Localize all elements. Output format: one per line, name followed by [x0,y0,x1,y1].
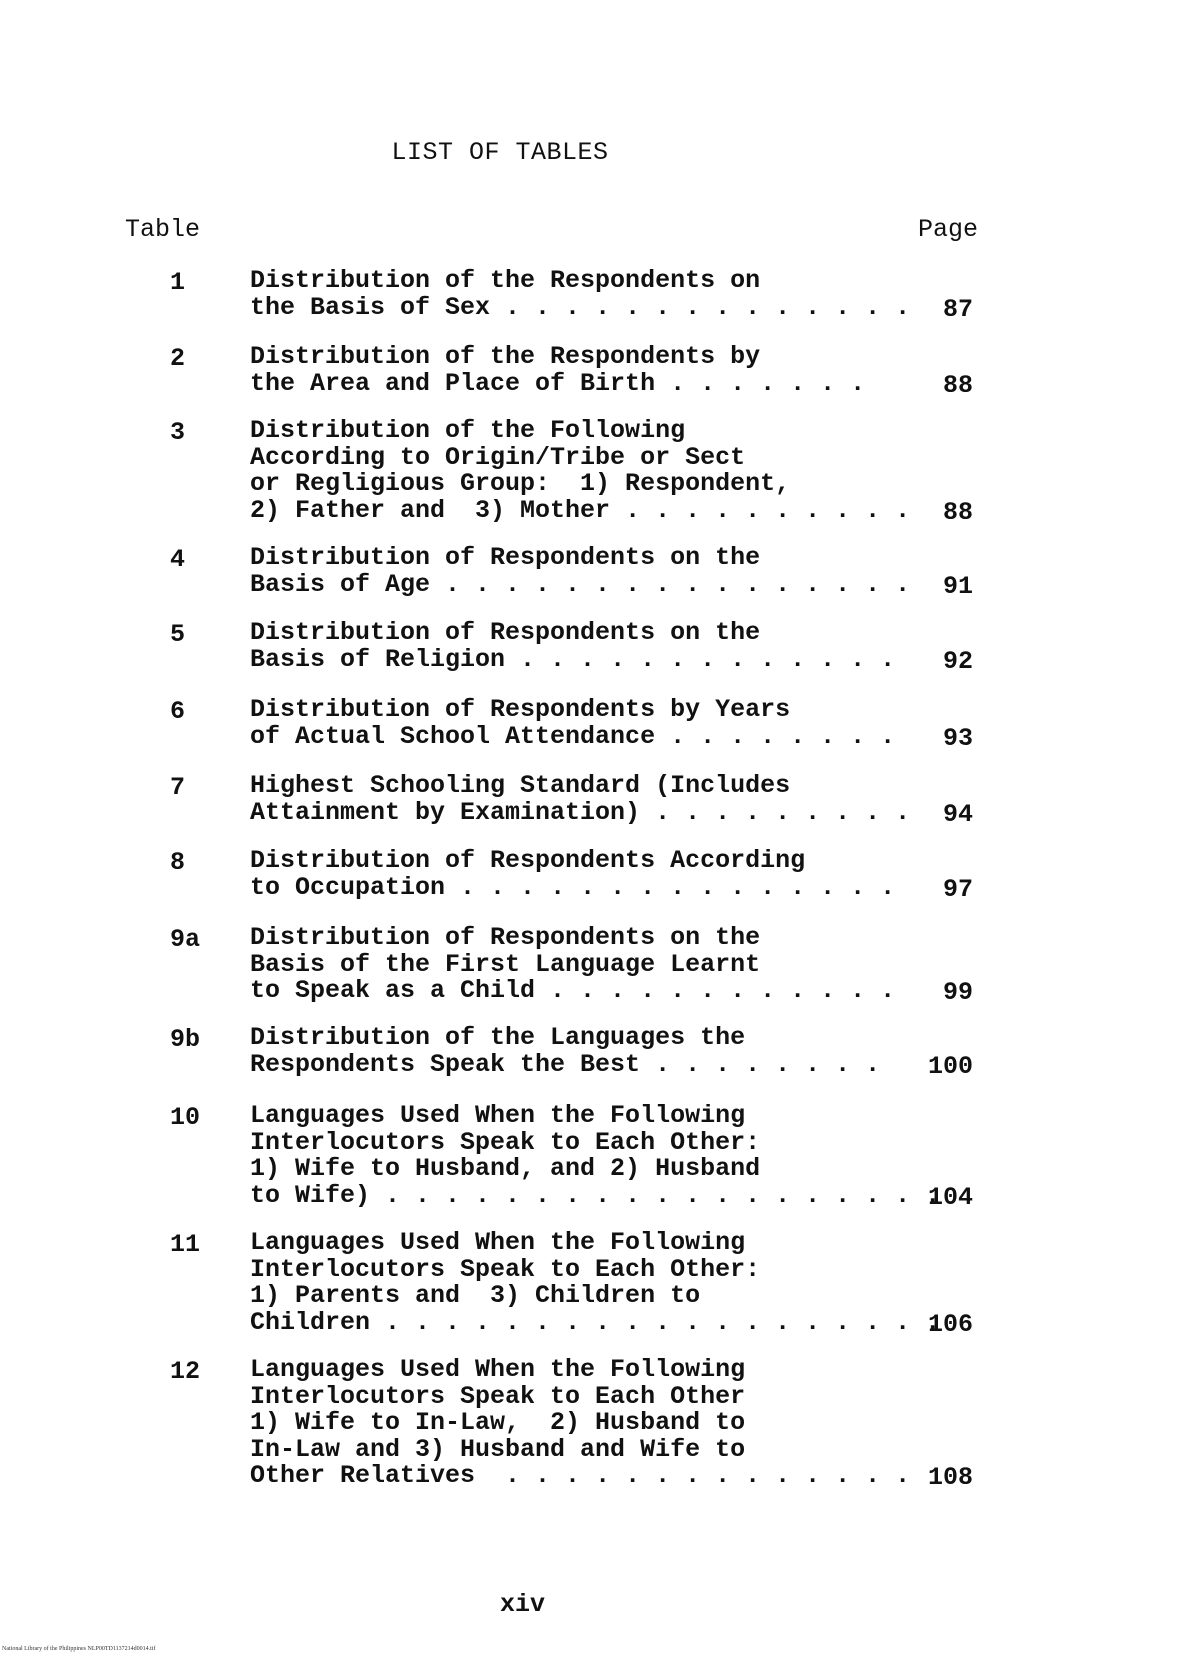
table-title [250,1230,940,1336]
leader-dots: . . . . . . . . . . . . . . . . . . . [370,1180,941,1210]
table-title [250,697,895,750]
table-title-line [250,1254,940,1284]
page-reference: 108 [927,1463,973,1492]
table-number: 9a [170,925,201,954]
table-title-line [250,949,895,979]
table-title [250,773,910,826]
page-reference: 94 [942,799,973,829]
table-title-text: 2) Father and 3) Mother [250,495,611,525]
leader-dots: . . . . . . . . . . [610,495,911,525]
table-title-text: Basis of Age [250,569,431,599]
table-title-text: Basis of Religion [250,644,506,674]
table-title-text: Children [250,1307,371,1337]
table-title [250,545,910,598]
table-title-line [250,471,910,498]
table-title-text: Distribution of the Respondents by [250,342,761,371]
table-title-line [250,848,895,875]
leader-dots: . . . . . . . . . . . . . . . . . . . [370,1307,941,1337]
page-reference: 97 [942,874,973,904]
table-title-line [250,1230,940,1257]
table-title-line [250,721,896,751]
table-number: 6 [170,697,186,726]
table-title-line [250,442,910,472]
table-title-text: the Area and Place of Birth [250,368,656,398]
leader-dots: . . . . . . . . . . . . . [505,644,896,674]
table-title [250,620,895,673]
table-title-text: According to Origin/Tribe or Sect [250,442,746,472]
table-title-line [250,620,895,647]
table-title-line [250,1307,941,1337]
table-title [250,925,895,1005]
table-title-line [250,925,895,952]
table-title [250,418,910,524]
table-title-line [250,1357,910,1384]
table-title-text: Distribution of the Respondents on [250,266,761,295]
table-title-text: Basis of the First Language Learnt [250,949,761,979]
table-title-text: or Regligious Group: 1) Respondent, [250,469,791,498]
table-number: 3 [170,418,186,447]
page-reference: 91 [942,571,973,601]
leader-dots: . . . . . . . . . . . . . . . . [430,569,911,599]
table-title-text: Languages Used When the Following [250,1228,746,1257]
page-reference: 92 [942,646,973,676]
footer-note: National Library of the Philippines NLP00TD1137214d0014.tif [2,1646,156,1652]
table-title-line [250,545,910,572]
table-number: 1 [170,268,186,297]
table-title-line [250,1283,940,1310]
table-title [250,1357,910,1490]
table-title-text: Respondents Speak the Best [250,1049,641,1079]
table-title-line [250,292,911,322]
table-title-line [250,1410,910,1437]
table-title-text: Distribution of the Following [250,416,686,445]
table-title-text: Distribution of Respondents on the [250,923,761,952]
table-title-line [250,773,910,800]
page-reference: 88 [942,370,973,400]
page-number: xiv [500,1590,546,1619]
table-title-text: to Occupation [250,872,446,902]
leader-dots: . . . . . . . . [655,721,896,751]
page-column-header: Page [918,215,979,244]
table-number: 7 [170,773,186,802]
table-title [250,344,865,397]
table-title-text: Attainment by Examination) [250,797,641,827]
table-title-text: Distribution of the Languages the [250,1023,746,1052]
table-title-text: Other Relatives [250,1461,476,1490]
table-column-header: Table [125,215,201,244]
table-title-line [250,797,911,827]
table-title [250,268,910,321]
table-title-line [250,644,896,674]
table-title [250,1025,880,1078]
table-title-text: Highest Schooling Standard (Includes [250,771,791,800]
table-title-text: Languages Used When the Following [250,1101,746,1130]
page-reference: 87 [942,294,973,324]
table-title-line [250,495,911,525]
table-number: 9b [170,1025,201,1054]
table-title-text: to Speak as a Child [250,976,536,1005]
table-title-line [250,978,895,1005]
table-number: 2 [170,344,186,373]
table-title-line [250,1103,940,1130]
leader-dots: . . . . . . . . . . . . [535,976,896,1005]
table-title-line [250,1434,910,1464]
table-title [250,848,895,901]
page-reference: 104 [927,1182,973,1212]
table-number: 10 [170,1103,201,1132]
table-number: 11 [170,1230,201,1259]
table-title-text: Interlocutors Speak to Each Other: [250,1254,761,1284]
table-title-line [250,569,911,599]
table-number: 4 [170,545,186,574]
table-title-line [250,1381,910,1411]
table-title-text: Distribution of Respondents on the [250,543,761,572]
table-title-text: of Actual School Attendance [250,721,656,751]
table-title-line [250,268,910,295]
page-title: LIST OF TABLES [391,138,609,167]
table-title-line [250,1127,940,1157]
table-title-text: to Wife) [250,1180,371,1210]
table-title-line [250,1463,910,1490]
leader-dots: . . . . . . . . . [640,797,911,827]
table-title-text: Interlocutors Speak to Each Other: [250,1127,761,1157]
table-title-text: 1) Wife to In-Law, 2) Husband to [250,1408,746,1437]
leader-dots: . . . . . . . . . . . . . . . [445,872,896,902]
leader-dots: . . . . . . . . . . . . . . [490,292,911,322]
table-title-text: Interlocutors Speak to Each Other [250,1381,746,1411]
table-title-line [250,1156,940,1183]
table-title-line [250,697,895,724]
leader-dots: . . . . . . . [655,368,866,398]
table-title-text: 1) Parents and 3) Children to [250,1281,701,1310]
table-title-line [250,1180,941,1210]
table-title-text: 1) Wife to Husband, and 2) Husband [250,1154,761,1183]
leader-dots: . . . . . . . . . . . . . . [475,1461,911,1490]
page-reference: 88 [942,497,973,527]
table-title-text: Distribution of Respondents According [250,846,806,875]
table-title-text: Distribution of Respondents by Years [250,695,791,724]
page-reference: 106 [927,1309,973,1339]
table-title-text: Languages Used When the Following [250,1355,746,1384]
table-title-line [250,1025,880,1052]
table-title-line [250,872,896,902]
page-reference: 99 [942,978,973,1007]
table-title-line [250,368,866,398]
table-title-line [250,344,865,371]
table-number: 8 [170,848,186,877]
table-title-text: Distribution of Respondents on the [250,618,761,647]
table-title-text: the Basis of Sex [250,292,491,322]
table-title-line [250,418,910,445]
table-title-line [250,1049,881,1079]
leader-dots: . . . . . . . . [640,1049,881,1079]
table-number: 12 [170,1357,201,1386]
page-reference: 93 [942,723,973,753]
table-number: 5 [170,620,186,649]
page-reference: 100 [927,1051,973,1081]
table-title [250,1103,940,1209]
table-title-text: In-Law and 3) Husband and Wife to [250,1434,746,1464]
